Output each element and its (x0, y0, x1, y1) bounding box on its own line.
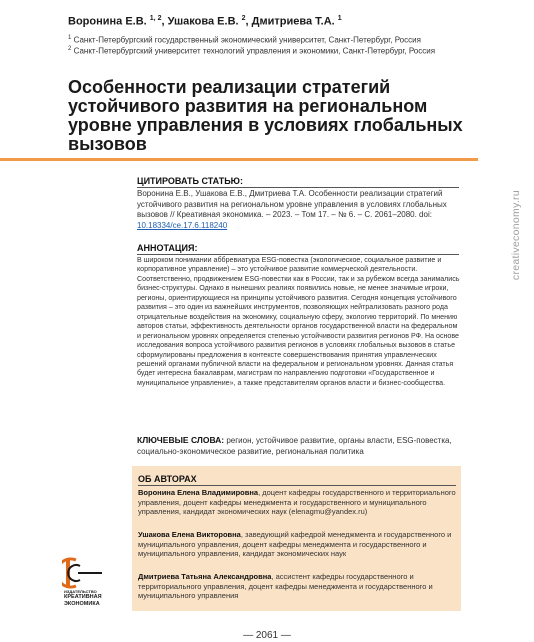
citation-text: Воронина Е.В., Ушакова Е.В., Дмитриева Т.А. Особенности реализации стратегий устойчивого развития на региональном уровне управления в условиях глобальных вызовов // Креативная экономика. – 2023. – Том 17. – № 6. – С. 2061–2080. doi: (137, 189, 447, 219)
page-number: — 2061 — (243, 630, 291, 641)
author-bio-name: Ушакова Елена Викторовна (138, 530, 241, 539)
keywords-text: регион, устойчивое развитие, органы власти, ESG-повестка, социально-экономическое развитие, региональная политика (137, 436, 452, 456)
author-bio-name: Дмитриева Татьяна Александровна (138, 572, 272, 581)
abstract-heading: АННОТАЦИЯ: (137, 243, 198, 253)
affiliation-2 (68, 44, 478, 57)
affiliation-text: Санкт-Петербургский государственный экономический университет, Санкт-Петербург, Россия (73, 35, 421, 45)
author-bio (138, 530, 456, 559)
journal-website-vertical: creativeconomy.ru (510, 190, 522, 281)
author-bio-name: Воронина Елена Владимировна (138, 488, 259, 497)
author-name: Воронина Е.В. (68, 15, 147, 28)
author-bio-text: , доцент кафедры государственного и территориального управления, доцент кафедры менеджмента и государственного и муниципального управления, кандидат экономических наук (elenagmu@yandex.ru) (138, 488, 456, 516)
affiliation-text: Санкт-Петербургский университет технологий управления и экономики, Санкт-Петербург, Россия (73, 46, 436, 56)
about-authors-heading: ОБ АВТОРАХ (138, 474, 197, 484)
affiliation-marker: 2 (241, 15, 246, 22)
abstract-text: В широком понимании аббревиатура ESG-повестка (экологическое, социальное развитие и корпоративное управление) – это устойчивое развитие коммерческой деятельности. Соответственно, продвижением ESG-повестки как в России, так и за рубежом всегда занимались бизнес-структуры. Однако в нынешних реалиях появились новые, не менее значимые игроки, регионы, ориентирующиеся на принципы устойчивого развития. Сегодня концепция устойчивого развития – это один из важнейших инструментов, позволяющих нейтрализовать разного рода отрицательные воздействия на экономику, социальную сферу, экологию территорий. По мнению авторов статьи, эффективность деятельности органов государственной власти на федеральном и региональном уровнях определяется степенью устойчивости развития регионов РФ. На основе исследования вопроса устойчивого развития регионов в условиях глобальных вызовов в статье сформулированы предложения в контексте совершенствования принятия управленческих решений органами публичной власти на федеральном и региональном уровнях. Данная статья будет интересна бакалаврам, магистрам по направлению подготовки «Государственное и муниципальное управление», а также представителям органов власти и бизнес-сообщества. (137, 256, 460, 387)
affiliation-marker: 1 (337, 15, 342, 22)
article-title: Особенности реализации стратегий устойчивого развития на региональном уровне управления в условиях глобальных вызовов (68, 77, 463, 154)
affiliation-marker: 1, 2 (149, 15, 162, 22)
author-name: Дмитриева Т.А. (251, 15, 335, 28)
affiliation-number: 1 (68, 35, 72, 41)
affiliation-number: 2 (68, 46, 72, 52)
publisher-logo-line: КРЕАТИВНАЯ (64, 594, 102, 600)
keywords-block (137, 435, 467, 457)
keywords-label: КЛЮЧЕВЫЕ СЛОВА: (137, 435, 225, 445)
author-bio-text: , ассистент кафедры государственного и территориального управления, доцент кафедры менеджмента и государственного и муниципального управления (138, 572, 433, 600)
publisher-logo-line: ИЗДАТЕЛЬСТВО (64, 589, 97, 594)
citation-divider (137, 187, 459, 188)
publisher-logo (62, 556, 122, 612)
author-bio-text: , заведующий кафедрой менеджмента и государственного и муниципального управления, доцент кафедры менеджмента и государственного и муниципального управления, кандидат экономических наук (138, 530, 452, 558)
author-name: Ушакова Е.В. (167, 15, 239, 28)
about-authors-divider (138, 485, 456, 486)
publisher-logo-line: ЭКОНОМИКА (64, 601, 100, 607)
publisher-logo-icon (62, 556, 122, 590)
author-bio (138, 572, 456, 601)
author-bio (138, 488, 456, 517)
title-divider (0, 158, 478, 161)
about-authors-box (132, 466, 461, 611)
doi-link[interactable]: 10.18334/ce.17.6.118240 (137, 220, 228, 230)
citation-heading: ЦИТИРОВАТЬ СТАТЬЮ: (137, 176, 243, 186)
abstract-divider (137, 254, 459, 255)
author-list: Воронина Е.В. $^{1, 2}$, Ушакова Е.В. $^2$, Дмитриева Т.А. $^1$ (68, 15, 342, 28)
citation-block (137, 189, 463, 231)
